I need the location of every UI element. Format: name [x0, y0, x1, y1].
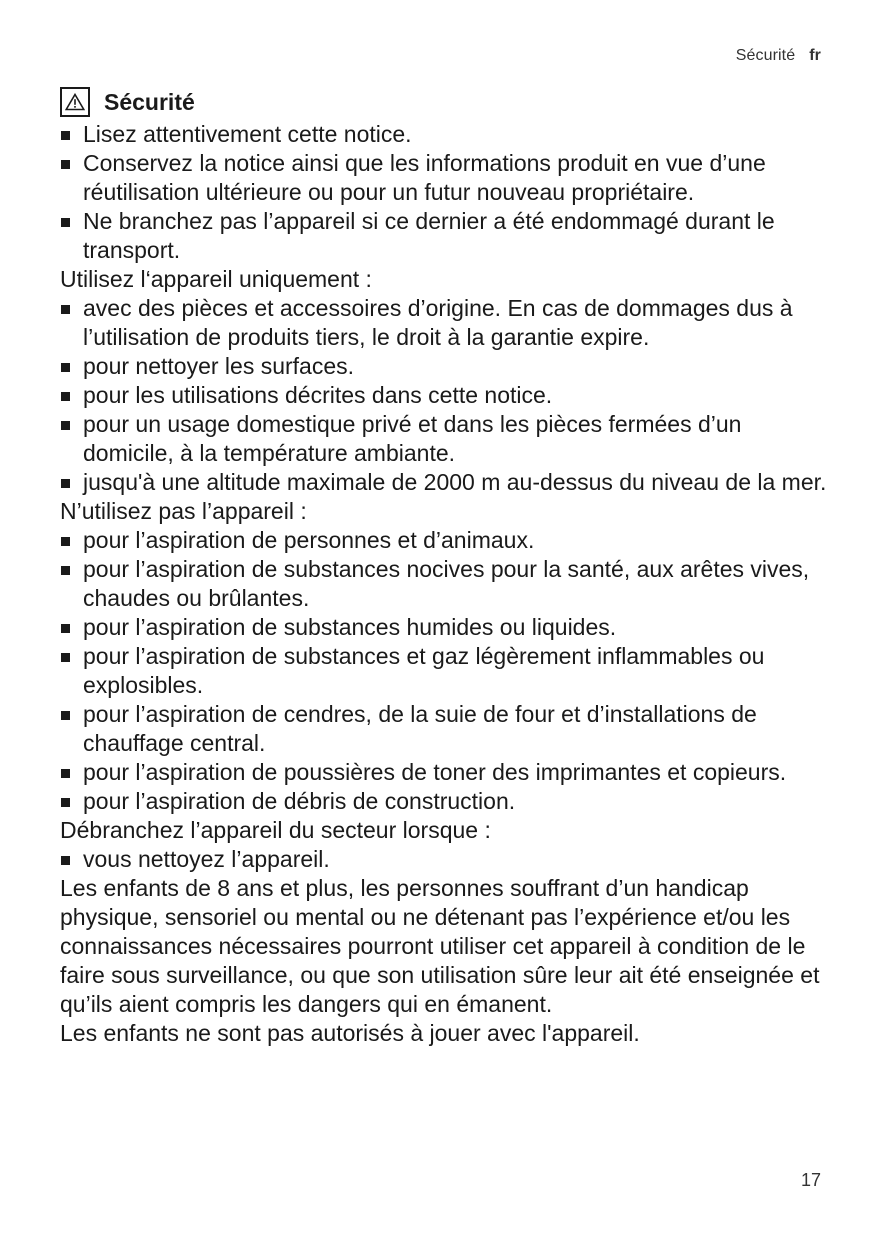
children-play-paragraph: Les enfants ne sont pas autorisés à jouer avec l'appareil.: [60, 1020, 640, 1046]
running-header-language: fr: [809, 47, 821, 64]
section-title: Sécurité: [104, 88, 195, 115]
list-item: pour l’aspiration de substances et gaz légèrement inflammables ou explosibles.: [60, 642, 830, 700]
safety-section: [60, 84, 830, 1048]
do-not-use-list: [60, 526, 830, 816]
list-item: pour les utilisations décrites dans cette notice.: [60, 381, 830, 410]
list-item: pour l’aspiration de personnes et d’animaux.: [60, 526, 830, 555]
list-item: pour nettoyer les surfaces.: [60, 352, 830, 381]
use-only-list: [60, 294, 830, 497]
do-not-use-label: N’utilisez pas l’appareil :: [60, 498, 307, 524]
list-item: Lisez attentivement cette notice.: [60, 120, 830, 149]
warning-triangle-icon: [60, 87, 90, 117]
list-item: Ne branchez pas l’appareil si ce dernier a été endommagé durant le transport.: [60, 207, 830, 265]
list-item: vous nettoyez l’appareil.: [60, 845, 830, 874]
list-item: pour l’aspiration de cendres, de la suie de four et d’installations de chauffage central.: [60, 700, 830, 758]
intro-list: [60, 120, 830, 265]
list-item: pour l’aspiration de substances nocives pour la santé, aux arêtes vives, chaudes ou brûlantes.: [60, 555, 830, 613]
page-number: 17: [800, 1170, 821, 1190]
section-heading: [60, 84, 830, 120]
list-item: pour l’aspiration de débris de construction.: [60, 787, 830, 816]
list-item: Conservez la notice ainsi que les informations produit en vue d’une réutilisation ultérieure ou pour un futur nouveau propriétaire.: [60, 149, 830, 207]
use-only-label: Utilisez l‘appareil uniquement :: [60, 266, 372, 292]
unplug-list: [60, 845, 830, 874]
list-item: pour l’aspiration de substances humides ou liquides.: [60, 613, 830, 642]
list-item: pour un usage domestique privé et dans les pièces fermées d’un domicile, à la température ambiante.: [60, 410, 830, 468]
running-header: [736, 47, 821, 65]
list-item: avec des pièces et accessoires d’origine. En cas de dommages dus à l’utilisation de produits tiers, le droit à la garantie expire.: [60, 294, 830, 352]
unplug-label: Débranchez l’appareil du secteur lorsque :: [60, 817, 491, 843]
running-header-section: Sécurité: [735, 47, 796, 64]
children-paragraph: Les enfants de 8 ans et plus, les personnes souffrant d’un handicap physique, sensoriel ou mental ou ne détenant pas l’expérience et/ou les connaissances nécessaires pourront utiliser cet appareil à condition de le faire sous surveillance, ou que son utilisation sûre leur ait été enseignée et qu’ils aient compris les dangers qui en émanent.: [60, 875, 820, 1017]
list-item: jusqu'à une altitude maximale de 2000 m au-dessus du niveau de la mer.: [60, 468, 830, 497]
list-item: pour l’aspiration de poussières de toner des imprimantes et copieurs.: [60, 758, 830, 787]
